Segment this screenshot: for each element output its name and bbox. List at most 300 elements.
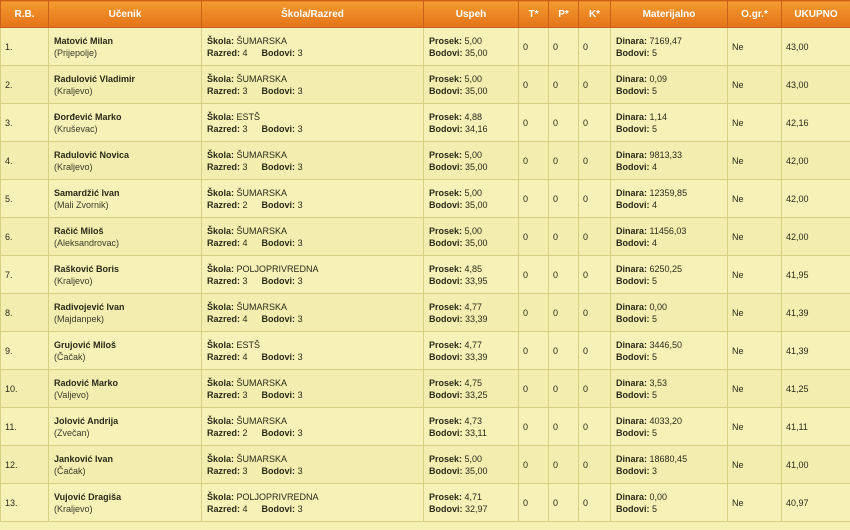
dinara-value: 0,09 xyxy=(649,73,668,84)
student-name: Đorđević Marko xyxy=(54,111,122,122)
skola-bodovi-value: 3 xyxy=(297,275,303,286)
uspeh-bodovi-value: 35,00 xyxy=(465,85,488,96)
dinara-label: Dinara: xyxy=(616,73,648,84)
uspeh-bodovi-value: 35,00 xyxy=(465,465,488,476)
cell-materijalno xyxy=(611,332,728,370)
cell-ogr: Ne xyxy=(728,28,782,66)
skola-value: ESTŠ xyxy=(236,339,261,350)
cell-rb: 12. xyxy=(1,446,49,484)
skola-value: ŠUMARSKA xyxy=(236,187,288,198)
skola-value: ŠUMARSKA xyxy=(236,149,288,160)
cell-skola-razred xyxy=(202,446,424,484)
dinara-value: 4033,20 xyxy=(649,415,683,426)
student-city: (Aleksandrovac) xyxy=(54,237,120,248)
uspeh-bodovi-label: Bodovi: xyxy=(429,389,463,400)
student-city: (Čačak) xyxy=(54,465,86,476)
razred-value: 4 xyxy=(242,503,248,514)
prosek-value: 4,71 xyxy=(464,491,483,502)
skola-label: Škola: xyxy=(207,149,235,160)
uspeh-bodovi-label: Bodovi: xyxy=(429,123,463,134)
cell-ukupno: 41,39 xyxy=(782,332,850,370)
cell-p: 0 xyxy=(549,142,579,180)
cell-ukupno: 43,00 xyxy=(782,66,850,104)
table-row xyxy=(1,28,850,66)
cell-p: 0 xyxy=(549,180,579,218)
cell-rb: 9. xyxy=(1,332,49,370)
cell-materijalno xyxy=(611,294,728,332)
cell-p: 0 xyxy=(549,218,579,256)
mat-bodovi-label: Bodovi: xyxy=(616,199,650,210)
skola-bodovi-label: Bodovi: xyxy=(261,389,296,400)
razred-value: 3 xyxy=(242,275,248,286)
mat-bodovi-label: Bodovi: xyxy=(616,275,650,286)
prosek-label: Prosek: xyxy=(429,301,463,312)
cell-skola-razred xyxy=(202,142,424,180)
cell-ukupno: 43,00 xyxy=(782,28,850,66)
cell-materijalno xyxy=(611,66,728,104)
prosek-value: 4,85 xyxy=(464,263,483,274)
table-row xyxy=(1,294,850,332)
skola-bodovi-label: Bodovi: xyxy=(261,123,296,134)
cell-p: 0 xyxy=(549,28,579,66)
skola-value: POLJOPRIVREDNA xyxy=(236,263,319,274)
dinara-label: Dinara: xyxy=(616,149,648,160)
cell-ogr: Ne xyxy=(728,66,782,104)
header-t: T* xyxy=(519,1,549,28)
dinara-value: 7169,47 xyxy=(649,35,683,46)
cell-skola-razred xyxy=(202,484,424,522)
skola-bodovi-value: 3 xyxy=(297,389,303,400)
razred-value: 4 xyxy=(242,313,248,324)
cell-ogr: Ne xyxy=(728,408,782,446)
skola-bodovi-value: 3 xyxy=(297,503,303,514)
mat-bodovi-label: Bodovi: xyxy=(616,85,650,96)
skola-value: ESTŠ xyxy=(236,111,261,122)
prosek-value: 5,00 xyxy=(464,149,483,160)
skola-bodovi-value: 3 xyxy=(297,199,303,210)
dinara-label: Dinara: xyxy=(616,263,648,274)
cell-ucenik xyxy=(49,484,202,522)
mat-bodovi-label: Bodovi: xyxy=(616,351,650,362)
prosek-value: 4,75 xyxy=(464,377,483,388)
cell-uspeh xyxy=(424,370,519,408)
skola-value: ŠUMARSKA xyxy=(236,73,288,84)
skola-bodovi-label: Bodovi: xyxy=(261,275,296,286)
cell-ukupno: 41,25 xyxy=(782,370,850,408)
skola-bodovi-label: Bodovi: xyxy=(261,237,296,248)
cell-ogr: Ne xyxy=(728,446,782,484)
cell-ukupno: 42,16 xyxy=(782,104,850,142)
cell-rb: 7. xyxy=(1,256,49,294)
uspeh-bodovi-value: 35,00 xyxy=(465,47,488,58)
cell-ukupno: 41,11 xyxy=(782,408,850,446)
razred-value: 4 xyxy=(242,237,248,248)
cell-materijalno xyxy=(611,370,728,408)
uspeh-bodovi-label: Bodovi: xyxy=(429,351,463,362)
cell-ukupno: 41,00 xyxy=(782,446,850,484)
dinara-label: Dinara: xyxy=(616,491,648,502)
dinara-value: 3446,50 xyxy=(649,339,683,350)
skola-bodovi-label: Bodovi: xyxy=(261,465,296,476)
prosek-label: Prosek: xyxy=(429,415,463,426)
prosek-label: Prosek: xyxy=(429,149,463,160)
cell-ucenik xyxy=(49,218,202,256)
uspeh-bodovi-label: Bodovi: xyxy=(429,465,463,476)
mat-bodovi-value: 5 xyxy=(652,85,658,96)
cell-ogr: Ne xyxy=(728,332,782,370)
cell-skola-razred xyxy=(202,294,424,332)
cell-p: 0 xyxy=(549,66,579,104)
cell-p: 0 xyxy=(549,332,579,370)
cell-materijalno xyxy=(611,218,728,256)
table-row xyxy=(1,408,850,446)
skola-bodovi-label: Bodovi: xyxy=(261,47,296,58)
cell-t: 0 xyxy=(519,408,549,446)
cell-rb: 8. xyxy=(1,294,49,332)
dinara-label: Dinara: xyxy=(616,111,648,122)
prosek-value: 4,88 xyxy=(464,111,483,122)
razred-value: 4 xyxy=(242,47,248,58)
cell-k: 0 xyxy=(579,256,611,294)
prosek-label: Prosek: xyxy=(429,263,463,274)
skola-value: ŠUMARSKA xyxy=(236,453,288,464)
cell-ogr: Ne xyxy=(728,484,782,522)
mat-bodovi-value: 5 xyxy=(652,313,658,324)
prosek-value: 5,00 xyxy=(464,453,483,464)
skola-label: Škola: xyxy=(207,73,235,84)
prosek-label: Prosek: xyxy=(429,225,463,236)
prosek-value: 4,77 xyxy=(464,339,483,350)
razred-label: Razred: xyxy=(207,465,241,476)
skola-bodovi-value: 3 xyxy=(297,237,303,248)
mat-bodovi-label: Bodovi: xyxy=(616,465,650,476)
header-ucenik: Učenik xyxy=(49,1,202,28)
cell-k: 0 xyxy=(579,28,611,66)
mat-bodovi-label: Bodovi: xyxy=(616,161,650,172)
cell-skola-razred xyxy=(202,370,424,408)
cell-rb: 2. xyxy=(1,66,49,104)
cell-ucenik xyxy=(49,294,202,332)
skola-bodovi-label: Bodovi: xyxy=(261,351,296,362)
razred-label: Razred: xyxy=(207,47,241,58)
dinara-value: 11456,03 xyxy=(649,225,687,236)
cell-k: 0 xyxy=(579,446,611,484)
cell-k: 0 xyxy=(579,294,611,332)
prosek-value: 5,00 xyxy=(464,35,483,46)
header-rb: R.B. xyxy=(1,1,49,28)
cell-materijalno xyxy=(611,408,728,446)
cell-uspeh xyxy=(424,408,519,446)
cell-k: 0 xyxy=(579,66,611,104)
razred-value: 3 xyxy=(242,85,248,96)
table-header-row xyxy=(1,1,850,28)
mat-bodovi-value: 5 xyxy=(652,123,658,134)
cell-uspeh xyxy=(424,218,519,256)
mat-bodovi-value: 5 xyxy=(652,351,658,362)
razred-label: Razred: xyxy=(207,85,241,96)
razred-value: 3 xyxy=(242,465,248,476)
cell-ucenik xyxy=(49,370,202,408)
razred-label: Razred: xyxy=(207,351,241,362)
skola-label: Škola: xyxy=(207,415,235,426)
cell-ucenik xyxy=(49,104,202,142)
uspeh-bodovi-label: Bodovi: xyxy=(429,47,463,58)
prosek-value: 4,77 xyxy=(464,301,483,312)
cell-p: 0 xyxy=(549,104,579,142)
table-row xyxy=(1,446,850,484)
cell-ukupno: 42,00 xyxy=(782,142,850,180)
razred-label: Razred: xyxy=(207,123,241,134)
cell-ucenik xyxy=(49,446,202,484)
cell-t: 0 xyxy=(519,294,549,332)
cell-ucenik xyxy=(49,332,202,370)
cell-skola-razred xyxy=(202,104,424,142)
skola-bodovi-value: 3 xyxy=(297,85,303,96)
uspeh-bodovi-label: Bodovi: xyxy=(429,275,463,286)
prosek-value: 4,73 xyxy=(464,415,483,426)
prosek-value: 5,00 xyxy=(464,73,483,84)
header-materijalno: Materijalno xyxy=(611,1,728,28)
student-name: Radulović Vladimir xyxy=(54,73,136,84)
header-ogr: O.gr.* xyxy=(728,1,782,28)
cell-uspeh xyxy=(424,28,519,66)
cell-t: 0 xyxy=(519,28,549,66)
mat-bodovi-value: 5 xyxy=(652,275,658,286)
razred-label: Razred: xyxy=(207,199,241,210)
cell-uspeh xyxy=(424,66,519,104)
dinara-label: Dinara: xyxy=(616,377,648,388)
cell-k: 0 xyxy=(579,484,611,522)
cell-ogr: Ne xyxy=(728,142,782,180)
cell-k: 0 xyxy=(579,218,611,256)
prosek-label: Prosek: xyxy=(429,377,463,388)
uspeh-bodovi-value: 33,25 xyxy=(465,389,488,400)
prosek-label: Prosek: xyxy=(429,35,463,46)
prosek-label: Prosek: xyxy=(429,491,463,502)
student-name: Janković Ivan xyxy=(54,453,114,464)
cell-ogr: Ne xyxy=(728,104,782,142)
dinara-value: 12359,85 xyxy=(649,187,688,198)
cell-ucenik xyxy=(49,256,202,294)
student-city: (Valjevo) xyxy=(54,389,89,400)
cell-skola-razred xyxy=(202,408,424,446)
uspeh-bodovi-value: 33,39 xyxy=(465,351,488,362)
cell-k: 0 xyxy=(579,142,611,180)
cell-ucenik xyxy=(49,180,202,218)
uspeh-bodovi-value: 33,95 xyxy=(465,275,488,286)
cell-rb: 3. xyxy=(1,104,49,142)
cell-k: 0 xyxy=(579,370,611,408)
uspeh-bodovi-label: Bodovi: xyxy=(429,237,463,248)
skola-value: ŠUMARSKA xyxy=(236,377,288,388)
student-city: (Majdanpek) xyxy=(54,313,105,324)
uspeh-bodovi-value: 35,00 xyxy=(465,237,488,248)
cell-rb: 13. xyxy=(1,484,49,522)
table-row xyxy=(1,370,850,408)
prosek-value: 5,00 xyxy=(464,187,483,198)
cell-rb: 10. xyxy=(1,370,49,408)
prosek-label: Prosek: xyxy=(429,453,463,464)
skola-value: POLJOPRIVREDNA xyxy=(236,491,319,502)
student-name: Grujović Miloš xyxy=(54,339,117,350)
student-city: (Zvečan) xyxy=(54,427,90,438)
cell-ukupno: 42,00 xyxy=(782,180,850,218)
cell-ogr: Ne xyxy=(728,180,782,218)
cell-t: 0 xyxy=(519,66,549,104)
cell-uspeh xyxy=(424,256,519,294)
cell-materijalno xyxy=(611,104,728,142)
dinara-label: Dinara: xyxy=(616,35,648,46)
cell-k: 0 xyxy=(579,104,611,142)
cell-uspeh xyxy=(424,104,519,142)
cell-skola-razred xyxy=(202,180,424,218)
mat-bodovi-value: 4 xyxy=(652,161,658,172)
cell-k: 0 xyxy=(579,332,611,370)
razred-value: 3 xyxy=(242,161,248,172)
header-k: K* xyxy=(579,1,611,28)
skola-value: ŠUMARSKA xyxy=(236,225,288,236)
table-row xyxy=(1,332,850,370)
dinara-value: 18680,45 xyxy=(649,453,688,464)
cell-uspeh xyxy=(424,484,519,522)
dinara-value: 6250,25 xyxy=(649,263,683,274)
table-row xyxy=(1,104,850,142)
mat-bodovi-value: 3 xyxy=(652,465,658,476)
cell-uspeh xyxy=(424,294,519,332)
skola-bodovi-value: 3 xyxy=(297,47,303,58)
uspeh-bodovi-label: Bodovi: xyxy=(429,427,463,438)
student-name: Vujović Dragiša xyxy=(54,491,122,502)
cell-ucenik xyxy=(49,408,202,446)
cell-p: 0 xyxy=(549,294,579,332)
razred-label: Razred: xyxy=(207,313,241,324)
razred-value: 4 xyxy=(242,351,248,362)
skola-label: Škola: xyxy=(207,377,235,388)
cell-materijalno xyxy=(611,142,728,180)
cell-rb: 4. xyxy=(1,142,49,180)
mat-bodovi-label: Bodovi: xyxy=(616,427,650,438)
skola-label: Škola: xyxy=(207,225,235,236)
skola-value: ŠUMARSKA xyxy=(236,415,288,426)
skola-value: ŠUMARSKA xyxy=(236,35,288,46)
cell-rb: 1. xyxy=(1,28,49,66)
skola-label: Škola: xyxy=(207,301,235,312)
cell-materijalno xyxy=(611,484,728,522)
cell-p: 0 xyxy=(549,370,579,408)
mat-bodovi-value: 4 xyxy=(652,237,658,248)
cell-uspeh xyxy=(424,142,519,180)
cell-t: 0 xyxy=(519,104,549,142)
skola-bodovi-label: Bodovi: xyxy=(261,503,296,514)
uspeh-bodovi-value: 32,97 xyxy=(465,503,488,514)
cell-p: 0 xyxy=(549,446,579,484)
prosek-label: Prosek: xyxy=(429,187,463,198)
table-row xyxy=(1,218,850,256)
cell-p: 0 xyxy=(549,408,579,446)
header-p: P* xyxy=(549,1,579,28)
skola-bodovi-value: 3 xyxy=(297,313,303,324)
uspeh-bodovi-label: Bodovi: xyxy=(429,85,463,96)
cell-materijalno xyxy=(611,28,728,66)
skola-bodovi-label: Bodovi: xyxy=(261,161,296,172)
dinara-label: Dinara: xyxy=(616,453,648,464)
uspeh-bodovi-value: 35,00 xyxy=(465,161,488,172)
skola-label: Škola: xyxy=(207,453,235,464)
student-name: Rašković Boris xyxy=(54,263,120,274)
prosek-value: 5,00 xyxy=(464,225,483,236)
cell-t: 0 xyxy=(519,256,549,294)
student-name: Radović Marko xyxy=(54,377,119,388)
cell-ogr: Ne xyxy=(728,256,782,294)
cell-t: 0 xyxy=(519,484,549,522)
mat-bodovi-label: Bodovi: xyxy=(616,313,650,324)
cell-ogr: Ne xyxy=(728,294,782,332)
cell-materijalno xyxy=(611,256,728,294)
dinara-label: Dinara: xyxy=(616,339,648,350)
student-name: Radulović Novica xyxy=(54,149,130,160)
razred-value: 3 xyxy=(242,389,248,400)
dinara-value: 9813,33 xyxy=(649,149,683,160)
cell-ogr: Ne xyxy=(728,218,782,256)
uspeh-bodovi-label: Bodovi: xyxy=(429,199,463,210)
cell-rb: 5. xyxy=(1,180,49,218)
table-row xyxy=(1,180,850,218)
mat-bodovi-value: 4 xyxy=(652,199,658,210)
cell-materijalno xyxy=(611,180,728,218)
dinara-label: Dinara: xyxy=(616,225,648,236)
header-uspeh: Uspeh xyxy=(424,1,519,28)
mat-bodovi-label: Bodovi: xyxy=(616,389,650,400)
uspeh-bodovi-value: 34,16 xyxy=(465,123,488,134)
dinara-label: Dinara: xyxy=(616,301,648,312)
cell-t: 0 xyxy=(519,142,549,180)
skola-bodovi-value: 3 xyxy=(297,123,303,134)
razred-value: 3 xyxy=(242,123,248,134)
skola-label: Škola: xyxy=(207,111,235,122)
skola-label: Škola: xyxy=(207,491,235,502)
cell-t: 0 xyxy=(519,180,549,218)
skola-label: Škola: xyxy=(207,35,235,46)
student-name: Jolović Andrija xyxy=(54,415,119,426)
skola-bodovi-label: Bodovi: xyxy=(261,313,296,324)
razred-label: Razred: xyxy=(207,389,241,400)
cell-t: 0 xyxy=(519,370,549,408)
student-city: (Kraljevo) xyxy=(54,85,93,96)
skola-bodovi-label: Bodovi: xyxy=(261,85,296,96)
razred-label: Razred: xyxy=(207,275,241,286)
mat-bodovi-value: 5 xyxy=(652,427,658,438)
cell-ukupno: 41,95 xyxy=(782,256,850,294)
cell-uspeh xyxy=(424,332,519,370)
student-name: Samardžić Ivan xyxy=(54,187,120,198)
skola-label: Škola: xyxy=(207,187,235,198)
cell-ukupno: 41,39 xyxy=(782,294,850,332)
uspeh-bodovi-value: 33,39 xyxy=(465,313,488,324)
uspeh-bodovi-value: 35,00 xyxy=(465,199,488,210)
cell-ogr: Ne xyxy=(728,370,782,408)
cell-k: 0 xyxy=(579,408,611,446)
mat-bodovi-label: Bodovi: xyxy=(616,503,650,514)
student-city: (Kruševac) xyxy=(54,123,98,134)
skola-bodovi-value: 3 xyxy=(297,427,303,438)
cell-p: 0 xyxy=(549,256,579,294)
cell-k: 0 xyxy=(579,180,611,218)
razred-label: Razred: xyxy=(207,237,241,248)
prosek-label: Prosek: xyxy=(429,339,463,350)
dinara-value: 0,00 xyxy=(649,301,668,312)
table-row xyxy=(1,256,850,294)
skola-bodovi-label: Bodovi: xyxy=(261,199,296,210)
